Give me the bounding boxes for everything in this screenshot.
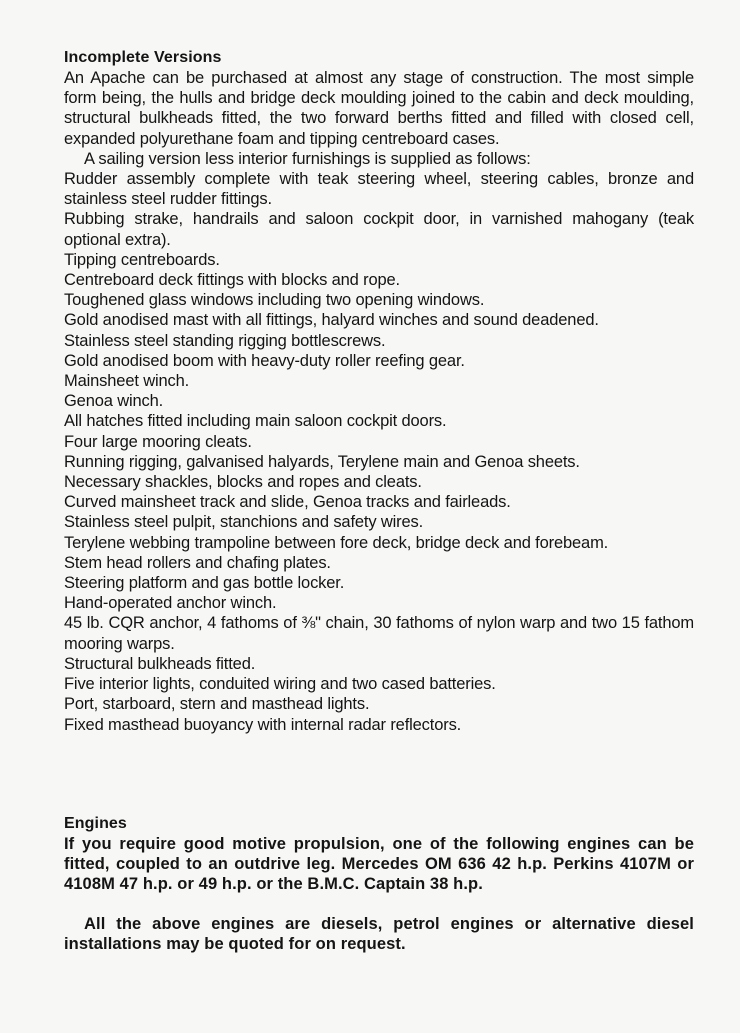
list-item: Stem head rollers and chafing plates. bbox=[64, 553, 331, 572]
list-item: 45 lb. CQR anchor, 4 fathoms of ⅜" chain, 30 fathoms of nylon warp and two 15 fathom mooring warps. bbox=[64, 614, 694, 653]
list-item: Necessary shackles, blocks and ropes and cleats. bbox=[64, 473, 422, 492]
list-item: Toughened glass windows including two opening windows. bbox=[64, 291, 485, 310]
intro-paragraph: An Apache can be purchased at almost any stage of construction. The most simple form being, the hulls and bridge deck moulding joined to the cabin and deck moulding, structural bulkheads fitted, the two forward berths fitted and filled with closed cell, expanded polyurethane foam and tipping centreboard cases. bbox=[64, 69, 694, 148]
engines-note-paragraph: All the above engines are diesels, petrol engines or alternative diesel installations may be quoted for on request. bbox=[64, 915, 694, 953]
list-item: Stainless steel standing rigging bottlescrews. bbox=[64, 331, 386, 350]
list-item: Gold anodised mast with all fittings, halyard winches and sound deadened. bbox=[64, 311, 599, 330]
list-item: Curved mainsheet track and slide, Genoa tracks and fairleads. bbox=[64, 493, 511, 512]
section-heading-incomplete-versions: Incomplete Versions bbox=[64, 49, 222, 66]
incomplete-versions-section bbox=[64, 48, 694, 735]
list-item: Rudder assembly complete with teak steering wheel, steering cables, bronze and stainless steel rudder fittings. bbox=[64, 170, 694, 209]
list-item: All hatches fitted including main saloon cockpit doors. bbox=[64, 412, 447, 431]
supply-list bbox=[64, 169, 694, 735]
engines-paragraph: If you require good motive propulsion, one of the following engines can be fitted, coupled to an outdrive leg. Mercedes OM 636 42 h.p. Perkins 4107M or 4108M 47 h.p. or 49 h.p. or the B.M.C. Captain 38 h.p. bbox=[64, 835, 694, 893]
section-heading-engines: Engines bbox=[64, 815, 127, 832]
list-item: Genoa winch. bbox=[64, 392, 164, 411]
engines-section bbox=[64, 814, 694, 954]
list-item: Mainsheet winch. bbox=[64, 372, 190, 391]
list-item: Structural bulkheads fitted. bbox=[64, 654, 256, 673]
list-item: Four large mooring cleats. bbox=[64, 432, 252, 451]
list-item: Running rigging, galvanised halyards, Terylene main and Genoa sheets. bbox=[64, 452, 580, 471]
list-item: Steering platform and gas bottle locker. bbox=[64, 574, 345, 593]
list-item: Port, starboard, stern and masthead lights. bbox=[64, 695, 370, 714]
list-item: Fixed masthead buoyancy with internal radar reflectors. bbox=[64, 715, 462, 734]
list-item: Rubbing strake, handrails and saloon cockpit door, in varnished mahogany (teak optional extra). bbox=[64, 210, 694, 249]
list-item: Centreboard deck fittings with blocks and rope. bbox=[64, 271, 400, 290]
list-item: Stainless steel pulpit, stanchions and safety wires. bbox=[64, 513, 424, 532]
list-item: Hand-operated anchor winch. bbox=[64, 594, 277, 613]
list-item: Terylene webbing trampoline between fore deck, bridge deck and forebeam. bbox=[64, 533, 609, 552]
list-item: Tipping centreboards. bbox=[64, 250, 220, 269]
list-item: Five interior lights, conduited wiring and two cased batteries. bbox=[64, 675, 496, 694]
lead-paragraph: A sailing version less interior furnishings is supplied as follows: bbox=[84, 149, 531, 168]
list-item: Gold anodised boom with heavy-duty roller reefing gear. bbox=[64, 351, 465, 370]
